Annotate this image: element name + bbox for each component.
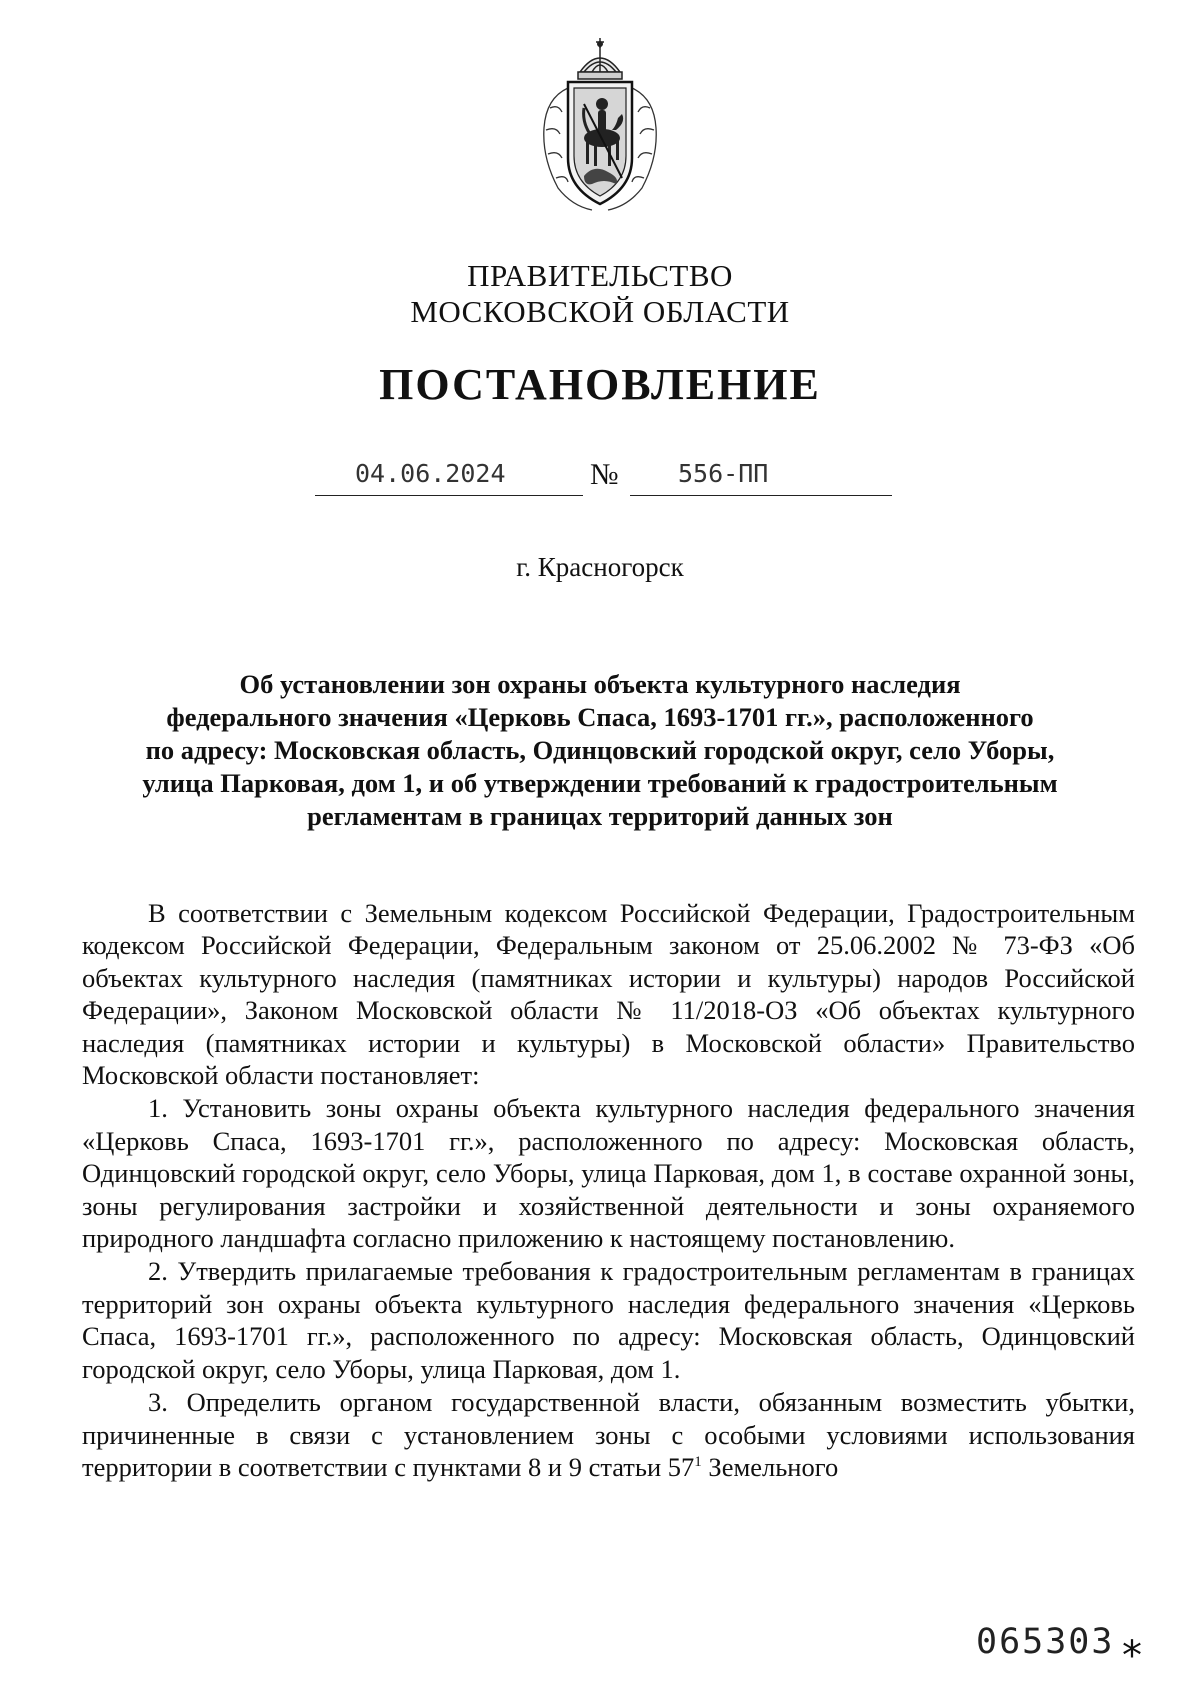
date-field — [315, 455, 583, 496]
item-3-text: 3. Определить органом государственной власти, обязанным возместить убытки, причиненные в связи с установлением зоны с особыми условиями использования территории в соответствии с пунктами 8 и 9 статьи 57 — [82, 1387, 1135, 1482]
title-line: улица Парковая, дом 1, и об утверждении требований к градостроительным — [142, 768, 1058, 798]
organization-name-line-1: ПРАВИТЕЛЬСТВО — [467, 258, 733, 293]
document-number: 556-ПП — [678, 459, 769, 488]
coat-of-arms-icon — [528, 38, 672, 214]
title-line: регламентам в границах территорий данных зон — [307, 801, 893, 831]
document-type: ПОСТАНОВЛЕНИЕ — [379, 360, 821, 409]
city: г. Красногорск — [516, 552, 684, 582]
title-line: федерального значения «Церковь Спаса, 1693-1701 гг.», расположенного — [166, 702, 1034, 732]
item-2-paragraph: 2. Утвердить прилагаемые требования к градостроительным регламентам в границах территорий зон охраны объекта культурного наследия федерального значения «Церковь Спаса, 1693-1701 гг.», расположенного по адресу: Московская область, Одинцовский городской округ, село Уборы, улица Парковая, дом 1. — [82, 1256, 1135, 1384]
title-line: Об установлении зон охраны объекта культурного наследия — [239, 669, 961, 699]
title-line: по адресу: Московская область, Одинцовский городской округ, село Уборы, — [145, 735, 1055, 765]
preamble-paragraph: В соответствии с Земельным кодексом Российской Федерации, Градостроительным кодексом Российской Федерации, Федеральным законом от 25.06.2002 № 73-ФЗ «Об объектах культурного наследия (памятниках истории и культуры) народов Российской Федерации», Законом Московской области № 11/2018-ОЗ «Об объектах культурного наследия (памятниках истории и культуры) в Московской области» Правительство Московской области постановляет: — [82, 898, 1135, 1091]
document-date: 04.06.2024 — [355, 459, 506, 488]
item-3-paragraph — [82, 1386, 1135, 1483]
asterisk-mark: * — [1122, 1633, 1142, 1679]
number-sign: № — [590, 458, 619, 491]
number-field — [630, 455, 892, 496]
document-body — [82, 897, 1135, 1483]
item-3-superscript: 1 — [694, 1454, 702, 1471]
organization-name-line-2: МОСКОВСКОЙ ОБЛАСТИ — [410, 294, 790, 329]
item-1-paragraph: 1. Установить зоны охраны объекта культурного наследия федерального значения «Церковь Спаса, 1693-1701 гг.», расположенного по адресу: Московская область, Одинцовский городской округ, село Уборы, улица Парковая, дом 1, в составе охранной зоны, зоны регулирования застройки и хозяйственной деятельности и зоны охраняемого природного ландшафта согласно приложению к настоящему постановлению. — [82, 1093, 1135, 1254]
document-title — [80, 668, 1120, 833]
item-3-tail: Земельного — [701, 1451, 839, 1482]
form-serial-number: 065303 — [976, 1622, 1115, 1662]
